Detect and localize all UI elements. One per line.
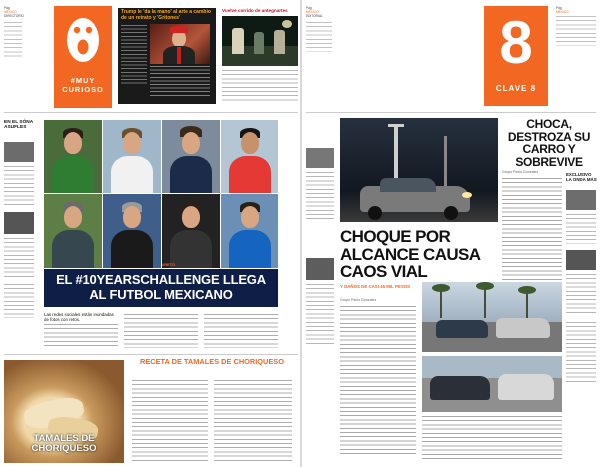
narrow-sidebar-text-2: [306, 284, 334, 344]
narrow-sidebar-text-1: [306, 172, 334, 222]
recipe-photo: [4, 360, 124, 463]
challenge-col-1: [44, 324, 118, 348]
right-top-label-1: Pág: [556, 6, 562, 10]
story2-byline: Grupo Pavlo Gonzalez: [340, 298, 377, 302]
right-sidebar-photo-1: [566, 190, 596, 210]
trump-caption-text: [150, 66, 210, 98]
trump-story-box: [118, 8, 216, 104]
trump-photo: [150, 24, 210, 64]
challenge-headline: EL #10YEARSCHALLENGE LLEGA AL FUTBOL MEXICANO: [56, 272, 266, 302]
crash-photo-1: [340, 118, 498, 222]
right-top-label-2: MÉXICO: [556, 10, 569, 14]
crash-photo-2: [422, 282, 562, 352]
trump-body-text: [121, 25, 147, 85]
trump-headline: Trump le 'da la mano' al arte a cambio de un retrato y 'Gritones': [121, 9, 211, 21]
right-side-label-1: Pág: [306, 6, 312, 10]
top-divider: [4, 112, 298, 113]
grid-photo-4: [221, 120, 278, 193]
recipe-title: RECETA DE TAMALES DE CHORIQUESO: [140, 357, 284, 366]
right-top-side-labels: [556, 6, 596, 14]
side-label-1: Pág: [4, 6, 10, 10]
right-sidebar-text-2: [566, 274, 596, 314]
challenge-photo-grid: [44, 120, 278, 268]
sidebar-text-3: [4, 284, 34, 318]
right-narrow-sidebar: [306, 118, 336, 458]
sidebar-text-2: [4, 238, 34, 278]
challenge-banner: [44, 269, 278, 307]
right-side-text: [306, 22, 332, 52]
grid-photo-2: [103, 120, 161, 193]
sidebar-text-1: [4, 166, 34, 206]
challenge-col-2: [124, 314, 198, 348]
sidebar-photo-1: [4, 142, 34, 162]
right-side-label-2: MÉXICO: [306, 10, 319, 14]
sidebar-label: EN EL SÓNA ASUFLES: [4, 120, 34, 131]
recipe-photo-caption: TAMALES DE CHORIQUESO: [31, 433, 97, 454]
right-top-side-text: [556, 16, 596, 46]
side-label-3: DIRECTORIO: [4, 14, 24, 18]
challenge-deck: Las redes sociales están inundadas de fotos con retos.: [44, 312, 114, 323]
hashtag-credit: #RETO: [162, 262, 176, 267]
grid-photo-1: [44, 120, 102, 193]
grid-photo-3: [162, 120, 220, 193]
section-name: CLAVE 8: [495, 84, 537, 93]
story2-body-cont: [422, 416, 562, 460]
grid-photo-8: [221, 194, 278, 268]
recipe-col-1: [132, 380, 208, 462]
story2-subhead: Y DAÑOS DE CASI 45 MIL PESOS: [340, 284, 411, 289]
challenge-col-3: [204, 314, 278, 348]
muy-curioso-logo-block: [54, 6, 112, 108]
left-side-labels: [4, 6, 22, 18]
recipe-col-2: [214, 380, 292, 462]
clave8-logo-block: [484, 6, 548, 106]
right-side-label-3: EDITORIAL: [306, 14, 323, 18]
right-sidebar-label: EXCLUSIVO LA ONDA MÁS: [566, 172, 597, 182]
story1-byline: Grupo Pavlo Gonzalez: [502, 170, 539, 174]
right-top-divider: [306, 112, 596, 113]
right-side-labels: [306, 6, 332, 18]
right-page: [302, 0, 600, 467]
right-sidebar-text-3: [566, 322, 596, 382]
page-number: 8: [499, 9, 533, 76]
narrow-sidebar-photo-1: [306, 148, 334, 168]
story1-headline: CHOCA, DESTROZA SU CARRO Y SOBREVIVE: [507, 117, 591, 169]
story2-headline: CHOQUE POR ALCANCE CAUSA CAOS VIAL: [340, 227, 480, 281]
grid-photo-7: [162, 194, 220, 268]
video-photo: [222, 16, 298, 66]
surprised-face-icon: [65, 16, 101, 64]
sidebar-photo-2: [4, 212, 34, 234]
left-side-text: [4, 22, 22, 60]
narrow-sidebar-photo-2: [306, 258, 334, 280]
right-sidebar-text-1: [566, 214, 596, 244]
grid-photo-6: [103, 194, 161, 268]
video-body-text: [222, 70, 298, 102]
muy-curioso-title: #MUY CURIOSO: [62, 76, 104, 94]
crash-photo-3: [422, 356, 562, 412]
video-headline: Vuelve corrido de antegnartes: [222, 8, 288, 13]
side-label-2: MÉXICO: [4, 10, 17, 14]
right-sidebar-photo-2: [566, 250, 596, 270]
grid-photo-5: [44, 194, 102, 268]
story2-body: [340, 306, 416, 456]
recipe-divider: [4, 354, 298, 355]
video-story-box: [222, 8, 298, 104]
left-sidebar: [4, 120, 38, 320]
